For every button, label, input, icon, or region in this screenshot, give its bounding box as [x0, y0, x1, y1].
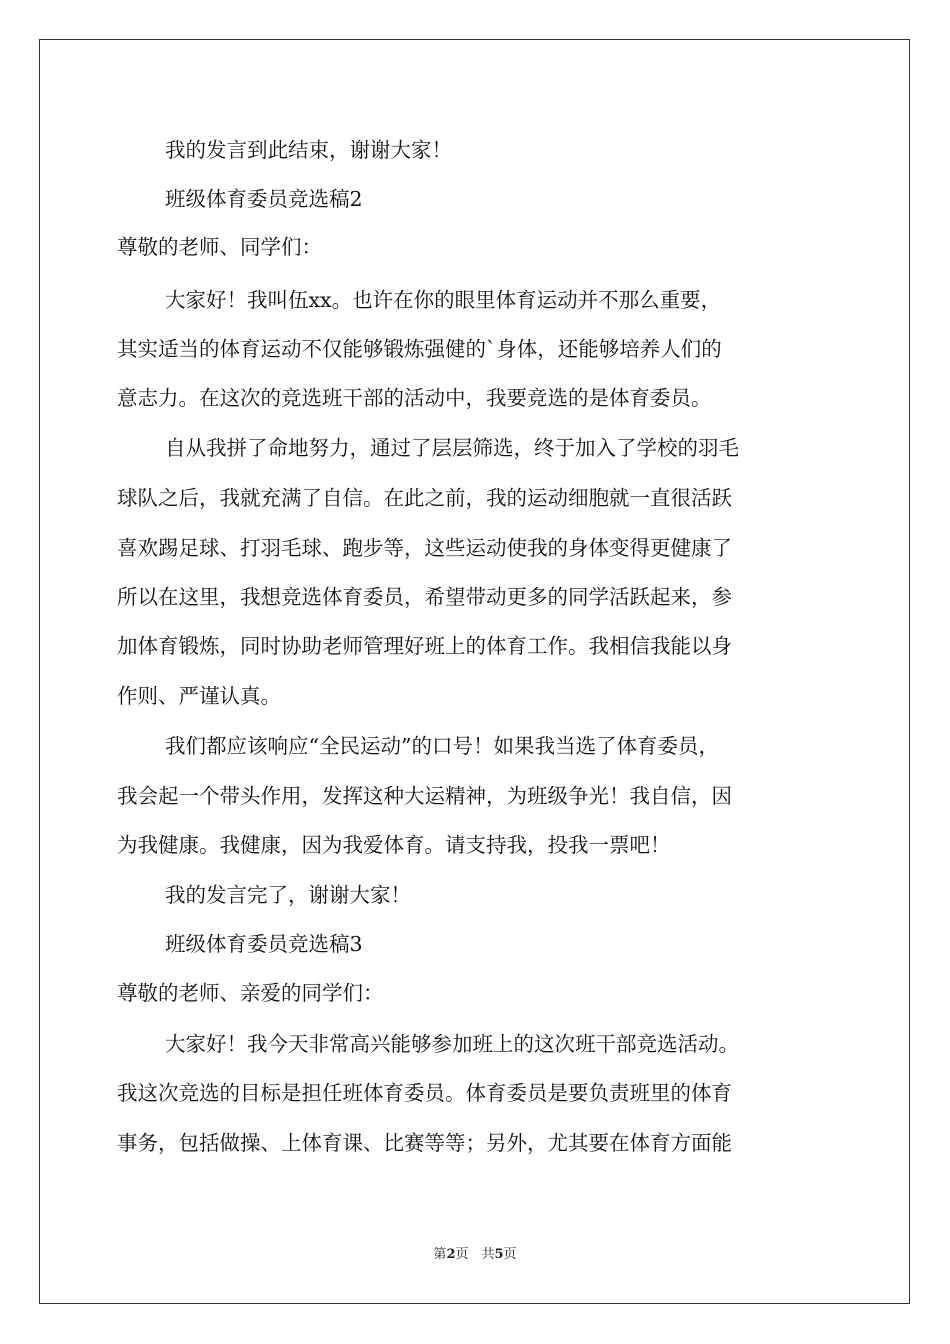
footer-prefix: 第: [433, 1247, 447, 1262]
footer-mid: 页 共: [455, 1247, 495, 1262]
footer-suffix: 页: [503, 1247, 517, 1262]
text-line: 我这次竞选的目标是担任班体育委员。体育委员是要负责班里的体育: [117, 1081, 732, 1105]
section-title: 班级体育委员竞选稿3: [165, 932, 363, 956]
text-line: 加体育锻炼，同时协助老师管理好班上的体育工作。我相信我能以身: [117, 634, 732, 658]
page-footer: [0, 1243, 950, 1262]
text-line: 我的发言完了，谢谢大家！: [165, 883, 411, 907]
section-title: 班级体育委员竞选稿2: [165, 187, 363, 211]
page-number: 2: [446, 1247, 456, 1262]
text-line: 我们都应该响应“全民运动”的口号！如果我当选了体育委员，: [165, 734, 719, 758]
text-line: 其实适当的体育运动不仅能够锻炼强健的`身体，还能够培养人们的: [117, 337, 722, 361]
text-line: 我的发言到此结束，谢谢大家！: [165, 138, 452, 162]
text-line: 作则、严谨认真。: [117, 684, 281, 708]
text-line: 大家好！我今天非常高兴能够参加班上的这次班干部竞选活动。: [165, 1032, 739, 1056]
text-line: 自从我拼了命地努力，通过了层层筛选，终于加入了学校的羽毛: [165, 436, 739, 460]
text-line: 喜欢踢足球、打羽毛球、跑步等，这些运动使我的身体变得更健康了: [117, 536, 732, 560]
salutation: 尊敬的老师、同学们：: [117, 235, 322, 259]
page-border: [39, 39, 910, 1304]
text-line: 所以在这里，我想竞选体育委员，希望带动更多的同学活跃起来，参: [117, 585, 732, 609]
text-line: 球队之后，我就充满了自信。在此之前，我的运动细胞就一直很活跃: [117, 486, 732, 510]
text-line: 为我健康。我健康，因为我爱体育。请支持我，投我一票吧！: [117, 833, 671, 857]
page-total: 5: [494, 1247, 504, 1262]
text-line: 意志力。在这次的竞选班干部的活动中，我要竞选的是体育委员。: [117, 386, 712, 410]
text-line: 大家好！我叫伍xx。也许在你的眼里体育运动并不那么重要，: [165, 288, 722, 312]
salutation: 尊敬的老师、亲爱的同学们：: [117, 981, 384, 1005]
text-line: 我会起一个带头作用，发挥这种大运精神，为班级争光！我自信，因: [117, 784, 732, 808]
text-line: 事务，包括做操、上体育课、比赛等等；另外，尤其要在体育方面能: [117, 1131, 732, 1155]
